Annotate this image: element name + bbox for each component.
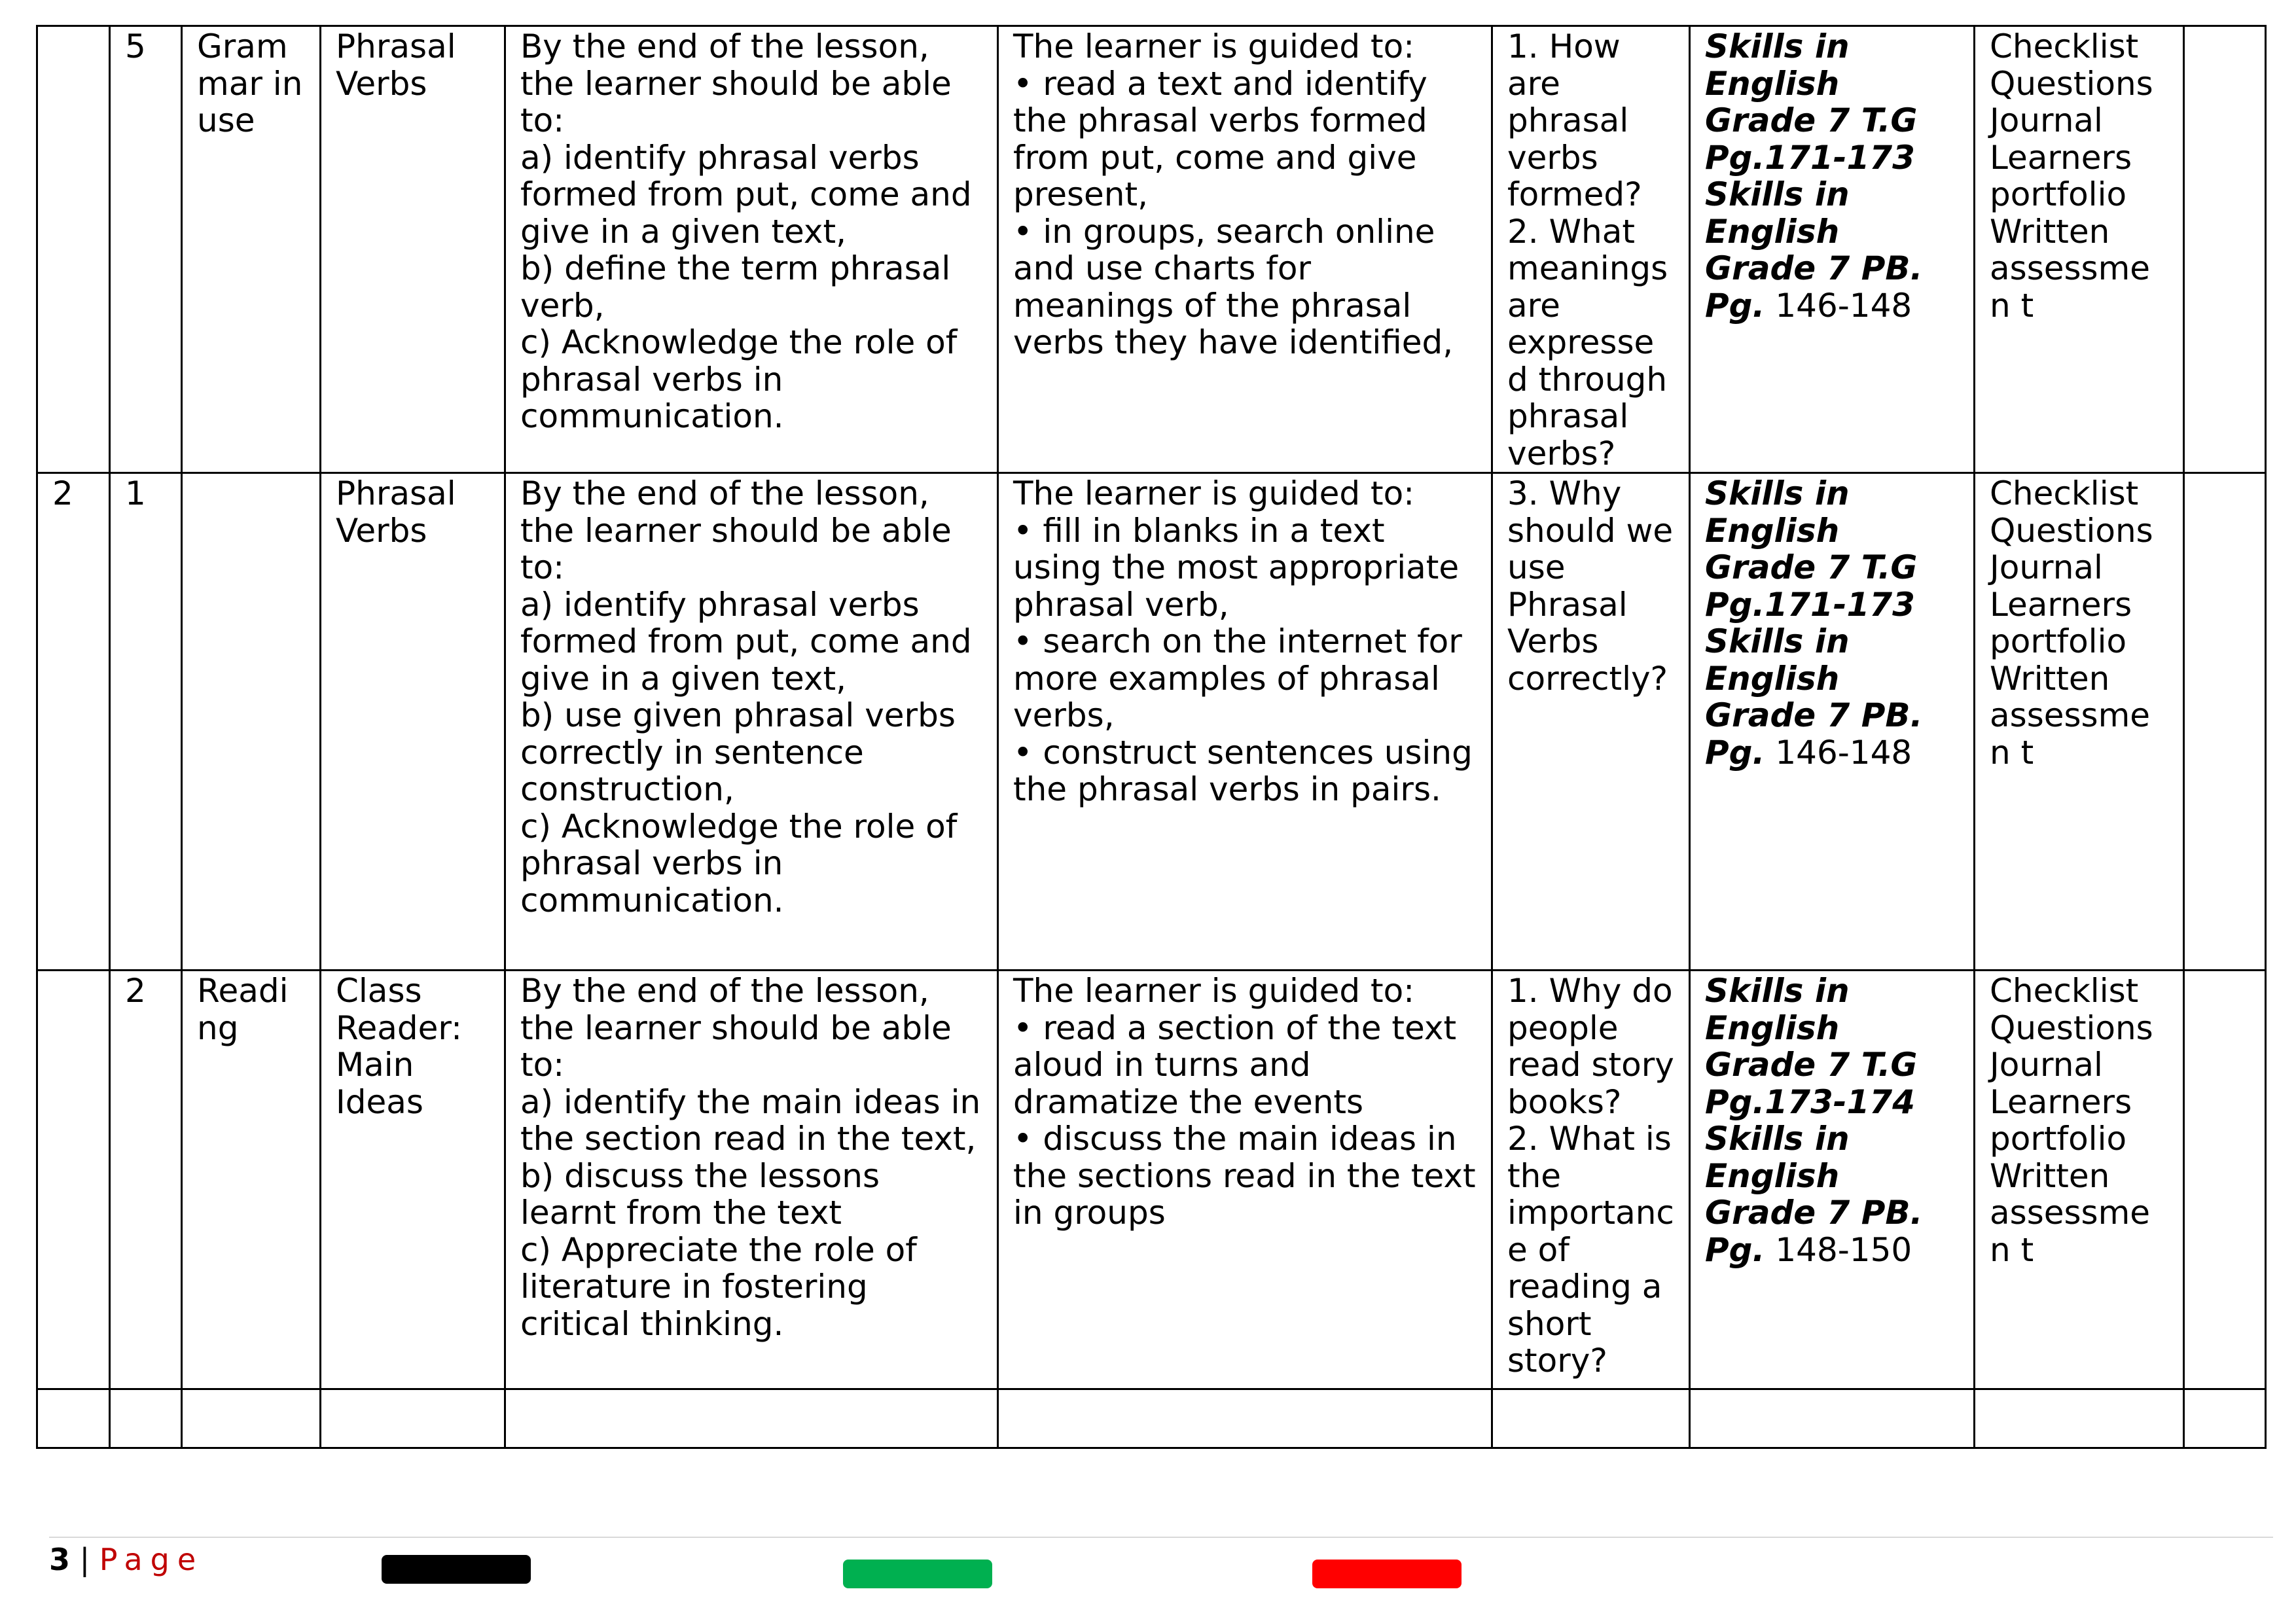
assessment-method: Questions — [1990, 511, 2153, 550]
page-number: 3 — [49, 1542, 71, 1577]
scheme-of-work-table — [36, 25, 2267, 1449]
learning-outcomes-cell — [505, 473, 998, 971]
pupil-book-pages: 146-148 — [1765, 286, 1912, 325]
teacher-guide-reference: Skills in English Grade 7 T.G Pg.171-173 — [1705, 474, 1918, 624]
outcome-line: By the end of the lesson, the learner should be able to: — [520, 27, 952, 139]
pupil-book-title: Skills in English Grade 7 PB. Pg. — [1705, 175, 1923, 325]
experience-line: • read a text and identify the phrasal verbs formed from put, come and give present, — [1013, 64, 1427, 213]
assessment-method: Learners portfolio — [1990, 1082, 2132, 1158]
inquiry-question: 1. Why do people read story books? — [1507, 972, 1674, 1121]
assessment-method: Learners portfolio — [1990, 585, 2132, 660]
page-separator: | — [70, 1542, 99, 1577]
teacher-guide-reference: Skills in English Grade 7 T.G Pg.173-174 — [1705, 972, 1918, 1121]
outcome-line: b) define the term phrasal verb, — [520, 249, 951, 325]
sub-strand-cell: Phrasal Verbs — [321, 26, 505, 473]
learning-experiences-cell — [998, 971, 1492, 1389]
inquiry-question: 2. What meanings are expressed through phrasal verbs? — [1507, 212, 1668, 473]
week-cell — [37, 26, 110, 473]
learning-outcomes-cell — [505, 26, 998, 473]
experience-line: • discuss the main ideas in the sections read in the text in groups — [1013, 1120, 1476, 1232]
outcome-line: b) discuss the lessons learnt from the text — [520, 1156, 880, 1232]
page-footer-label — [49, 1541, 204, 1578]
empty-cell — [1492, 1389, 1690, 1448]
learning-resources-cell — [1690, 971, 1975, 1389]
pupil-book-reference — [1705, 623, 1959, 771]
inquiry-question: 2. What is the importanc e of reading a short story? — [1507, 1120, 1674, 1380]
assessment-cell — [1975, 971, 2184, 1389]
red-bar-decoration — [1312, 1560, 1462, 1588]
lesson-cell: 2 — [110, 971, 182, 1389]
lesson-cell: 1 — [110, 473, 182, 971]
page-word: Page — [99, 1542, 204, 1577]
pupil-book-title: Skills in English Grade 7 PB. Pg. — [1705, 1120, 1923, 1269]
table-row — [37, 26, 2266, 473]
strand-cell: Gram mar in use — [182, 26, 321, 473]
empty-cell — [321, 1389, 505, 1448]
experience-line: The learner is guided to: — [1013, 474, 1415, 512]
experience-line: • construct sentences using the phrasal verbs in pairs. — [1013, 733, 1473, 808]
assessment-method: Questions — [1990, 1008, 2153, 1047]
outcome-line: a) identify phrasal verbs formed from put, come and give in a given text, — [520, 138, 972, 251]
experience-line: The learner is guided to: — [1013, 27, 1415, 65]
learning-experiences-cell — [998, 26, 1492, 473]
table-row — [37, 473, 2266, 971]
outcome-line: By the end of the lesson, the learner should be able to: — [520, 474, 952, 586]
assessment-method: Questions — [1990, 64, 2153, 103]
empty-cell — [1690, 1389, 1975, 1448]
pupil-book-pages: 148-150 — [1765, 1230, 1912, 1269]
experience-line: • fill in blanks in a text using the most appropriate phrasal verb, — [1013, 511, 1460, 624]
experience-line: • in groups, search online and use charts for meanings of the phrasal verbs they have identified, — [1013, 212, 1454, 361]
outcome-line: c) Acknowledge the role of phrasal verbs in communication. — [520, 323, 958, 435]
table-row — [37, 971, 2266, 1389]
remarks-cell — [2184, 971, 2266, 1389]
assessment-method: Written assessmen t — [1990, 659, 2151, 772]
empty-cell — [110, 1389, 182, 1448]
week-cell — [37, 971, 110, 1389]
assessment-method: Checklist — [1990, 27, 2139, 65]
experience-line: • read a section of the text aloud in turns and dramatize the events — [1013, 1008, 1457, 1121]
key-inquiry-cell — [1492, 26, 1690, 473]
teacher-guide-reference: Skills in English Grade 7 T.G Pg.171-173 — [1705, 27, 1918, 177]
lesson-cell: 5 — [110, 26, 182, 473]
learning-experiences-cell — [998, 473, 1492, 971]
empty-table-row — [37, 1389, 2266, 1448]
sub-strand-cell: Phrasal Verbs — [321, 473, 505, 971]
strand-cell — [182, 473, 321, 971]
sub-strand-cell: Class Reader: Main Ideas — [321, 971, 505, 1389]
empty-cell — [998, 1389, 1492, 1448]
empty-cell — [182, 1389, 321, 1448]
inquiry-question: 3. Why should we use Phrasal Verbs correctly? — [1507, 474, 1674, 698]
remarks-cell — [2184, 26, 2266, 473]
learning-outcomes-cell — [505, 971, 998, 1389]
green-bar-decoration — [843, 1560, 992, 1588]
experience-line: The learner is guided to: — [1013, 972, 1415, 1010]
empty-cell — [37, 1389, 110, 1448]
assessment-method: Written assessmen t — [1990, 1156, 2151, 1269]
empty-cell — [1975, 1389, 2184, 1448]
outcome-line: c) Appreciate the role of literature in fostering critical thinking. — [520, 1230, 917, 1343]
experience-line: • search on the internet for more examples of phrasal verbs, — [1013, 622, 1462, 734]
inquiry-question: 1. How are phrasal verbs formed? — [1507, 27, 1642, 213]
assessment-method: Journal — [1990, 101, 2103, 139]
assessment-method: Checklist — [1990, 972, 2139, 1010]
key-inquiry-cell — [1492, 473, 1690, 971]
key-inquiry-cell — [1492, 971, 1690, 1389]
strand-cell: Readi ng — [182, 971, 321, 1389]
week-cell: 2 — [37, 473, 110, 971]
learning-resources-cell — [1690, 26, 1975, 473]
empty-cell — [2184, 1389, 2266, 1448]
remarks-cell — [2184, 473, 2266, 971]
outcome-line: b) use given phrasal verbs correctly in sentence construction, — [520, 696, 956, 808]
outcome-line: a) identify the main ideas in the section read in the text, — [520, 1082, 981, 1158]
assessment-method: Journal — [1990, 1046, 2103, 1084]
footer-rule — [49, 1537, 2273, 1538]
assessment-method: Written assessmen t — [1990, 212, 2151, 325]
assessment-method: Learners portfolio — [1990, 138, 2132, 213]
outcome-line: c) Acknowledge the role of phrasal verbs in communication. — [520, 807, 958, 919]
assessment-cell — [1975, 473, 2184, 971]
pupil-book-reference — [1705, 1120, 1959, 1268]
pupil-book-pages: 146-148 — [1765, 733, 1912, 772]
learning-resources-cell — [1690, 473, 1975, 971]
pupil-book-reference — [1705, 176, 1959, 324]
assessment-method: Journal — [1990, 548, 2103, 586]
assessment-method: Checklist — [1990, 474, 2139, 512]
outcome-line: a) identify phrasal verbs formed from put, come and give in a given text, — [520, 585, 972, 698]
black-bar-decoration — [382, 1555, 531, 1584]
assessment-cell — [1975, 26, 2184, 473]
pupil-book-title: Skills in English Grade 7 PB. Pg. — [1705, 622, 1923, 772]
empty-cell — [505, 1389, 998, 1448]
outcome-line: By the end of the lesson, the learner should be able to: — [520, 972, 952, 1084]
